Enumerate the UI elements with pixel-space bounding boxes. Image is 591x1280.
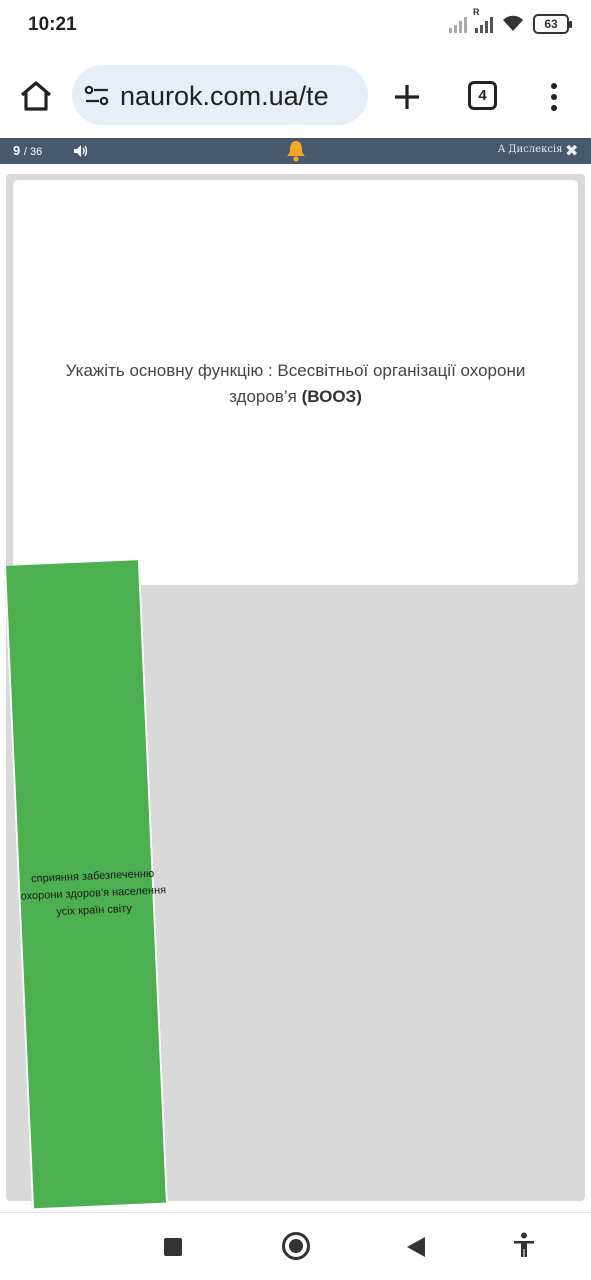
navigation-bar [0, 1212, 591, 1280]
browser-toolbar [0, 60, 591, 130]
close-icon[interactable]: ✖ [565, 143, 579, 160]
status-icons [449, 7, 569, 34]
answer-option[interactable] [4, 560, 168, 1208]
question-bold: (ВООЗ) [301, 387, 362, 406]
question-body: Укажіть основну функцію : Всесвітньої організації охорони здоров’я [65, 361, 526, 406]
home-nav-icon[interactable] [282, 1232, 310, 1260]
tab-count: 4 [478, 87, 487, 104]
question-counter [13, 143, 42, 158]
back-icon[interactable] [407, 1237, 425, 1257]
total-questions: / 36 [23, 146, 43, 158]
wifi-icon [501, 15, 525, 33]
signal-roaming-icon: R [475, 15, 493, 33]
new-tab-icon[interactable] [392, 82, 422, 112]
more-menu-icon[interactable] [549, 82, 559, 112]
battery-icon [533, 14, 569, 34]
url-text[interactable]: naurok.com.ua/te [120, 81, 329, 111]
address-bar[interactable] [72, 65, 368, 125]
dyslexia-toggle[interactable]: A Дислексія [498, 144, 563, 155]
status-time: 10:21 [28, 14, 77, 35]
status-bar [0, 0, 591, 52]
speaker-icon[interactable] [73, 144, 89, 158]
home-icon[interactable] [18, 78, 54, 114]
signal-icon [449, 15, 467, 33]
accessibility-icon[interactable] [512, 1232, 536, 1258]
current-question: 9 [13, 143, 21, 158]
tabs-icon[interactable] [468, 81, 497, 110]
site-settings-icon[interactable] [84, 85, 110, 107]
quiz-header [0, 138, 591, 164]
question-text [53, 358, 538, 410]
battery-level: 63 [544, 17, 558, 31]
bell-icon[interactable] [286, 140, 306, 162]
question-card [13, 180, 578, 585]
answer-text: сприяння забезпеченню охорони здоров'я населення усіх країн світу [20, 867, 167, 919]
recents-icon[interactable] [164, 1238, 182, 1256]
